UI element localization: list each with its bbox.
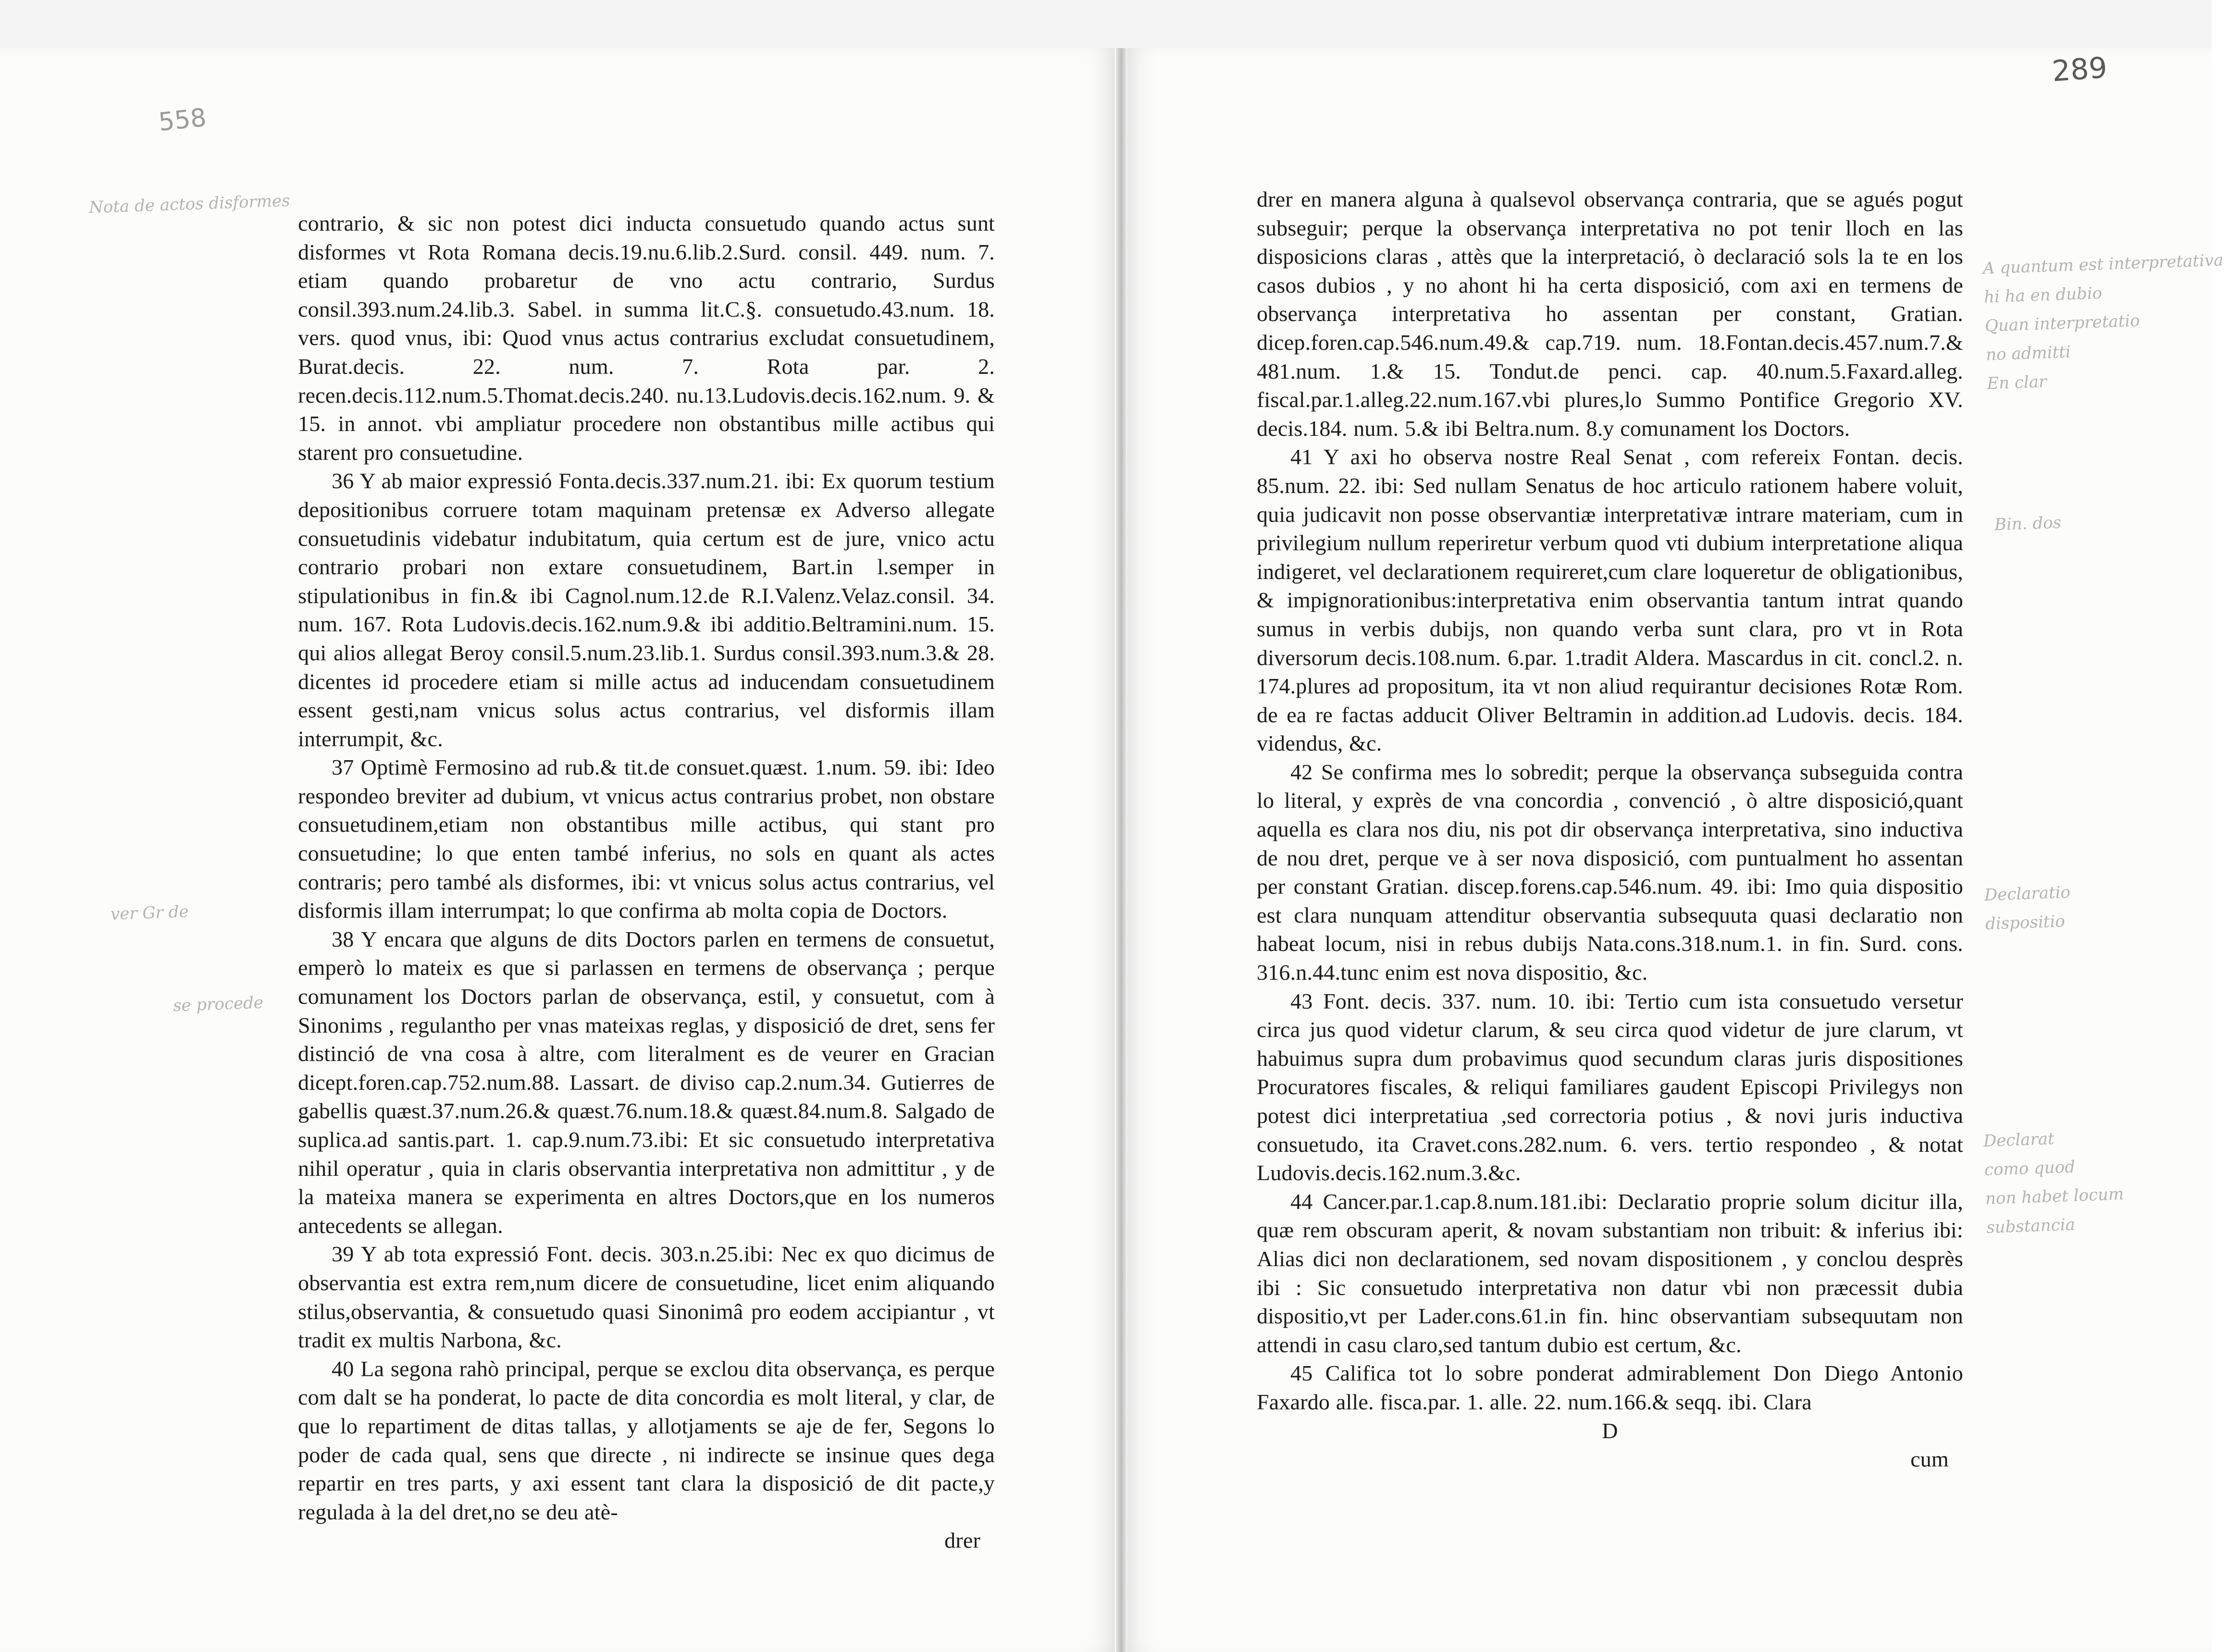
left-text-column [298, 209, 995, 1555]
paragraph: drer en manera alguna à qualsevol observança contraria, que se agués pogut subseguir; perque la observança interpretativa no pot tenir lloch en las disposicions claras , attès que la interpretació, ò declaració sols la te en los casos dubios , y no ahont hi ha certa disposició, com axi en termens de observança interpretativa ho assentan per constant, Gratian. dicep.foren.cap.546.num.49.& cap.719. num. 18.Fontan.decis.457.num.7.& 481.num. 1.& 15. Tondut.de penci. cap. 40.num.5.Faxard.alleg. fiscal.par.1.alleg.22.num.167.vbi plures,lo Summo Pontifice Gregorio XV. decis.184. num. 5.& ibi Beltra.num. 8.y comunament los Doctors. [1257, 187, 1963, 441]
paragraph-39: 39 Y ab tota expressió Font. decis. 303.n.25.ibi: Nec ex quo dicimus de observantia est extra rem,num dicere de consuetudine, licet enim aliquando stilus,observantia, & consuetudo quasi Sinonimâ pro eodem accipiantur , vt tradit ex multis Narbona, &c. [298, 1242, 995, 1353]
folio-number: 289 [2051, 51, 2108, 88]
paragraph-36: 36 Y ab maior expressió Fonta.decis.337.num.21. ibi: Ex quorum testium depositionibus corruere totam maquinam pretensæ ex Adverso allegate consuetudinis videbatur indubitatum, quia certum est de jure, vnico actu contrario probari non extare consuetudinem, Bart.in l.semper in stipulationibus in fin.& ibi Cagnol.num.12.de R.I.Valenz.Velaz.consil. 34. num. 167. Rota Ludovis.decis.162.num.9.& ibi additio.Beltramini.num. 15. qui alios allegat Beroy consil.5.num.23.lib.1. Surdus consil.393.num.3.& 28. dicentes id procedere etiam si mille actus ad inducendam consuetudinem essent gesti,nam vnicus solus actus contrarius, vel disformis illam interrumpit, &c. [298, 468, 995, 751]
corner-pen-mark: 558 [157, 103, 208, 137]
paragraph-44: 44 Cancer.par.1.cap.8.num.181.ibi: Declaratio proprie solum dicitur illa, quæ rem obscuram aperit, & novam substantiam non tribuit: & inferius ibi: Alias dici non declarationem, sed novam dispositionem , y conclou desprès ibi : Sic consuetudo interpretativa non datur vbi non præcessit dubia dispositio,vt per Lader.cons.61.in fin. hinc observantiam subsequutam non attendi in casu claro,sed tantum dubio est certum, &c. [1257, 1189, 1963, 1357]
paragraph-37: 37 Optimè Fermosino ad rub.& tit.de consuet.quæst. 1.num. 59. ibi: Ideo respondeo breviter ad dubium, vt vnicus actus contrarius probet, non obstare consuetudinem,etiam non obstantibus mille actibus, qui stant pro consuetudine; lo que enten també inferius, no sols en quant als actes contraris; pero també als disformes, ibi: vt vnicus solus actus contrarius, vel disformis illam interrumpat; lo que confirma ab molta copia de Doctors. [298, 755, 995, 923]
right-text-column [1257, 185, 1963, 1474]
catchword: drer [944, 1528, 980, 1553]
paragraph-38: 38 Y encara que alguns de dits Doctors parlen en termens de consuetut, emperò lo mateix es que si parlassen en termens de observança ; perque comunament los Doctors parlan de observança, estil, y consuetut, com à Sinonims , regulantho per vnas mateixas reglas, y disposició de dret, sens fer distinció de vna cosa à altre, com literalment es de veurer en Gracian dicept.foren.cap.752.num.88. Lassart. de diviso cap.2.num.34. Gutierres de gabellis quæst.37.num.26.& quæst.76.num.18.& quæst.84.num.8. Salgado de suplica.ad santis.part. 1. cap.9.num.73.ibi: Et sic consuetudo interpretativa nihil operatur , quia in claris observantia interpretativa non admittitur , y de la mateixa manera se experimenta en altres Doctors,que en los numeros antecedents se allegan. [298, 926, 995, 1238]
paragraph-41: 41 Y axi ho observa nostre Real Senat , com refereix Fontan. decis. 85.num. 22. ibi: Sed nullam Senatus de hoc articulo rationem habere voluit, quia judicavit non posse observantiæ interpretativæ intrare materiam, cum in privilegium nullum reperiretur verbum quod vti dubium interpretatione aliqua indigeret, vel declarationem requireret,cum clare loqueretur de obligationibus, & impignorationibus:interpretativa enim observantia tantum intrat quando sumus in verbis dubijs, non quando verba sunt clara, pro vt in Rota diversorum decis.108.num. 6.par. 1.tradit Aldera. Mascardus in cit. concl.2. n. 174.plures ad propositum, ita vt non aliud requirantur decisiones Rotæ Rom. de ea re factas adducit Oliver Beltramin in addition.ad Ludovis. decis. 184. videndus, &c. [1257, 444, 1963, 756]
paragraph-43: 43 Font. decis. 337. num. 10. ibi: Tertio cum ista consuetudo versetur circa jus quod videtur clarum, & seu circa quod videtur de jure clarum, vt habuimus supra dum probavimus quod secundum claras juris dispositiones Procuratores fiscales, & reliqui familiares gaudent Episcopi Privilegys non potest dici interpretatiua ,sed correctoria potius , & novi juris inductiva consuetudo, ita Cravet.cons.282.num. 6. vers. tertio respondeo , & notat Ludovis.decis.162.num.3.&c. [1257, 988, 1963, 1185]
paragraph-45: 45 Califica tot lo sobre ponderat admirablement Don Diego Antonio Faxardo alle. fisca.par. 1. alle. 22. num.166.& seqq. ibi. Clara [1257, 1361, 1963, 1414]
margin-note: Declarat como quod non habet locum substancia [1983, 1129, 2124, 1237]
signature-mark: D [1602, 1418, 1618, 1443]
margin-note: se procede [173, 993, 264, 1016]
book-gutter [1116, 48, 1126, 1652]
catchword: cum [1910, 1447, 1949, 1472]
margin-note: Bin. dos [1994, 513, 2062, 535]
paragraph-42: 42 Se confirma mes lo sobredit; perque la observança subseguida contra lo literal, y exprès de vna concordia , convenció , ò altre disposició,quant aquella es clara nos diu, nis pot dir observança interpretativa, sino inductiva de nou dret, perque ve à ser nova disposició, com puntualment ho assentan per constant Gratian. discep.forens.cap.546.num. 49. ibi: Imo quia dispositio est clara nunquam attenditur observantia subsequuta quasi declaratio non habeat locum, nisi in rebus dubijs Nata.cons.318.num.1. in fin. Surd. cons. 316.n.44.tunc enim est nova dispositio, &c. [1257, 759, 1963, 985]
margin-note: Declaratio dispositio [1984, 882, 2071, 934]
margin-note: Nota de actos disformes [88, 191, 291, 218]
paragraph: contrario, & sic non potest dici inducta consuetudo quando actus sunt disformes vt Rota Romana decis.19.nu.6.lib.2.Surd. consil. 449. num. 7. etiam quando probaretur de vno actu contrario, Surdus consil.393.num.24.lib.3. Sabel. in summa lit.C.§. consuetudo.43.num. 18. vers. quod vnus, ibi: Quod vnus actus contrarius excludat consuetudinem, Burat.decis. 22. num. 7. Rota par. 2. recen.decis.112.num.5.Thomat.decis.240. nu.13.Ludovis.decis.162.num. 9. & 15. in annot. vbi ampliatur procedere non obstantibus mille actibus qui starent pro consuetudine. [298, 211, 995, 465]
paragraph-40: 40 La segona rahò principal, perque se exclou dita observança, es perque com dalt se ha ponderat, lo pacte de dita concordia es molt literal, y clar, de que lo repartiment de ditas tallas, y allotjaments se aje de fer, Segons lo poder de cada qual, sens que directe , ni indirecte se insinue ques dega repartir en tres parts, y axi essent tant clara la disposició de dit pacte,y regulada à la del dret,no se deu atè- [298, 1356, 995, 1524]
margin-note: A quantum est interpretativa hi ha en dubio Quan interpretatio no admitti En clar [1982, 250, 2224, 394]
scan-top-band [0, 0, 2212, 48]
margin-note: ver Gr de [110, 902, 189, 924]
